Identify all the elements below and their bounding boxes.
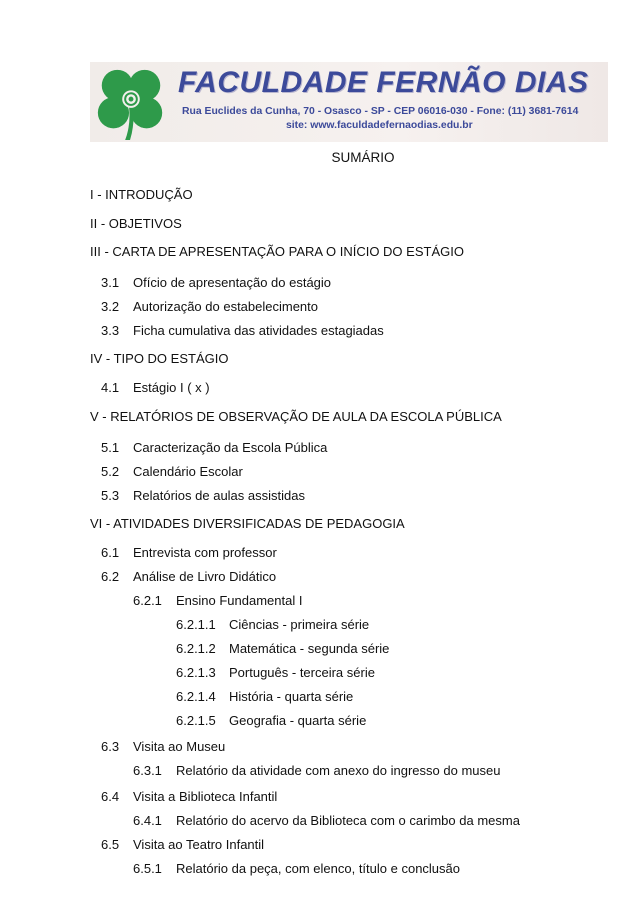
toc-number: 6.3.1 — [133, 763, 162, 778]
toc-number: 6.2.1.4 — [176, 689, 216, 704]
toc-number: 5.1 — [101, 440, 120, 455]
toc-number: 4.1 — [101, 380, 120, 395]
toc-number: 6.5.1 — [133, 861, 162, 876]
toc-number: 6.2 — [101, 569, 120, 584]
toc-label: III - CARTA DE APRESENTAÇÃO PARA O INÍCIO DO ESTÁGIO — [90, 244, 464, 259]
toc-number: 6.2.1.3 — [176, 665, 216, 680]
toc-label: Caracterização da Escola Pública — [133, 440, 328, 455]
toc-label: V - RELATÓRIOS DE OBSERVAÇÃO DE AULA DA ESCOLA PÚBLICA — [90, 409, 502, 424]
toc-number: 3.3 — [101, 323, 120, 338]
toc-label: Análise de Livro Didático — [133, 569, 277, 584]
toc-number: 6.2.1.1 — [176, 617, 216, 632]
toc-label: Matemática - segunda série — [229, 641, 390, 656]
toc-label: Visita a Biblioteca Infantil — [133, 789, 278, 804]
toc-number: 6.5 — [101, 837, 120, 852]
toc-label: Estágio I ( x ) — [133, 380, 210, 395]
toc-label: II - OBJETIVOS — [90, 216, 182, 231]
page-title: SUMÁRIO — [331, 150, 395, 165]
toc-number: 6.4.1 — [133, 813, 162, 828]
toc-number: 6.2.1 — [133, 593, 162, 608]
toc-label: I - INTRODUÇÃO — [90, 187, 193, 202]
toc-label: Visita ao Teatro Infantil — [133, 837, 265, 852]
institution-address: Rua Euclides da Cunha, 70 - Osasco - SP - CEP 06016-030 - Fone: (11) 3681-7614 — [182, 106, 579, 117]
toc-label: Ensino Fundamental I — [176, 593, 303, 608]
toc-label: Calendário Escolar — [133, 464, 243, 479]
toc-number: 5.2 — [101, 464, 120, 479]
letterhead — [90, 62, 608, 142]
toc-label: Relatório do acervo da Biblioteca com o carimbo da mesma — [176, 813, 520, 828]
toc-label: Visita ao Museu — [133, 739, 226, 754]
institution-name: FACULDADE FERNÃO DIAS — [178, 66, 589, 99]
toc-label: IV - TIPO DO ESTÁGIO — [90, 351, 229, 366]
toc-label: Ficha cumulativa das atividades estagiadas — [133, 323, 384, 338]
toc-label: Relatório da atividade com anexo do ingresso do museu — [176, 763, 501, 778]
toc-label: Geografia - quarta série — [229, 713, 367, 728]
toc-label: Ofício de apresentação do estágio — [133, 275, 332, 290]
toc-number: 6.3 — [101, 739, 120, 754]
toc-label: Português - terceira série — [229, 665, 375, 680]
toc-label: Entrevista com professor — [133, 545, 277, 560]
toc-number: 6.4 — [101, 789, 120, 804]
toc-number: 3.1 — [101, 275, 120, 290]
toc-number: 3.2 — [101, 299, 120, 314]
institution-site: site: www.faculdadefernaodias.edu.br — [286, 120, 473, 131]
toc-number: 6.1 — [101, 545, 120, 560]
toc-label: História - quarta série — [229, 689, 354, 704]
four-leaf-clover-icon — [92, 64, 170, 142]
toc-number: 6.2.1.2 — [176, 641, 216, 656]
toc-label: Ciências - primeira série — [229, 617, 370, 632]
toc-label: VI - ATIVIDADES DIVERSIFICADAS DE PEDAGOGIA — [90, 516, 405, 531]
toc-number: 5.3 — [101, 488, 120, 503]
toc-label: Autorização do estabelecimento — [133, 299, 319, 314]
toc-number: 6.2.1.5 — [176, 713, 216, 728]
toc-label: Relatório da peça, com elenco, título e conclusão — [176, 861, 461, 876]
toc-label: Relatórios de aulas assistidas — [133, 488, 305, 503]
